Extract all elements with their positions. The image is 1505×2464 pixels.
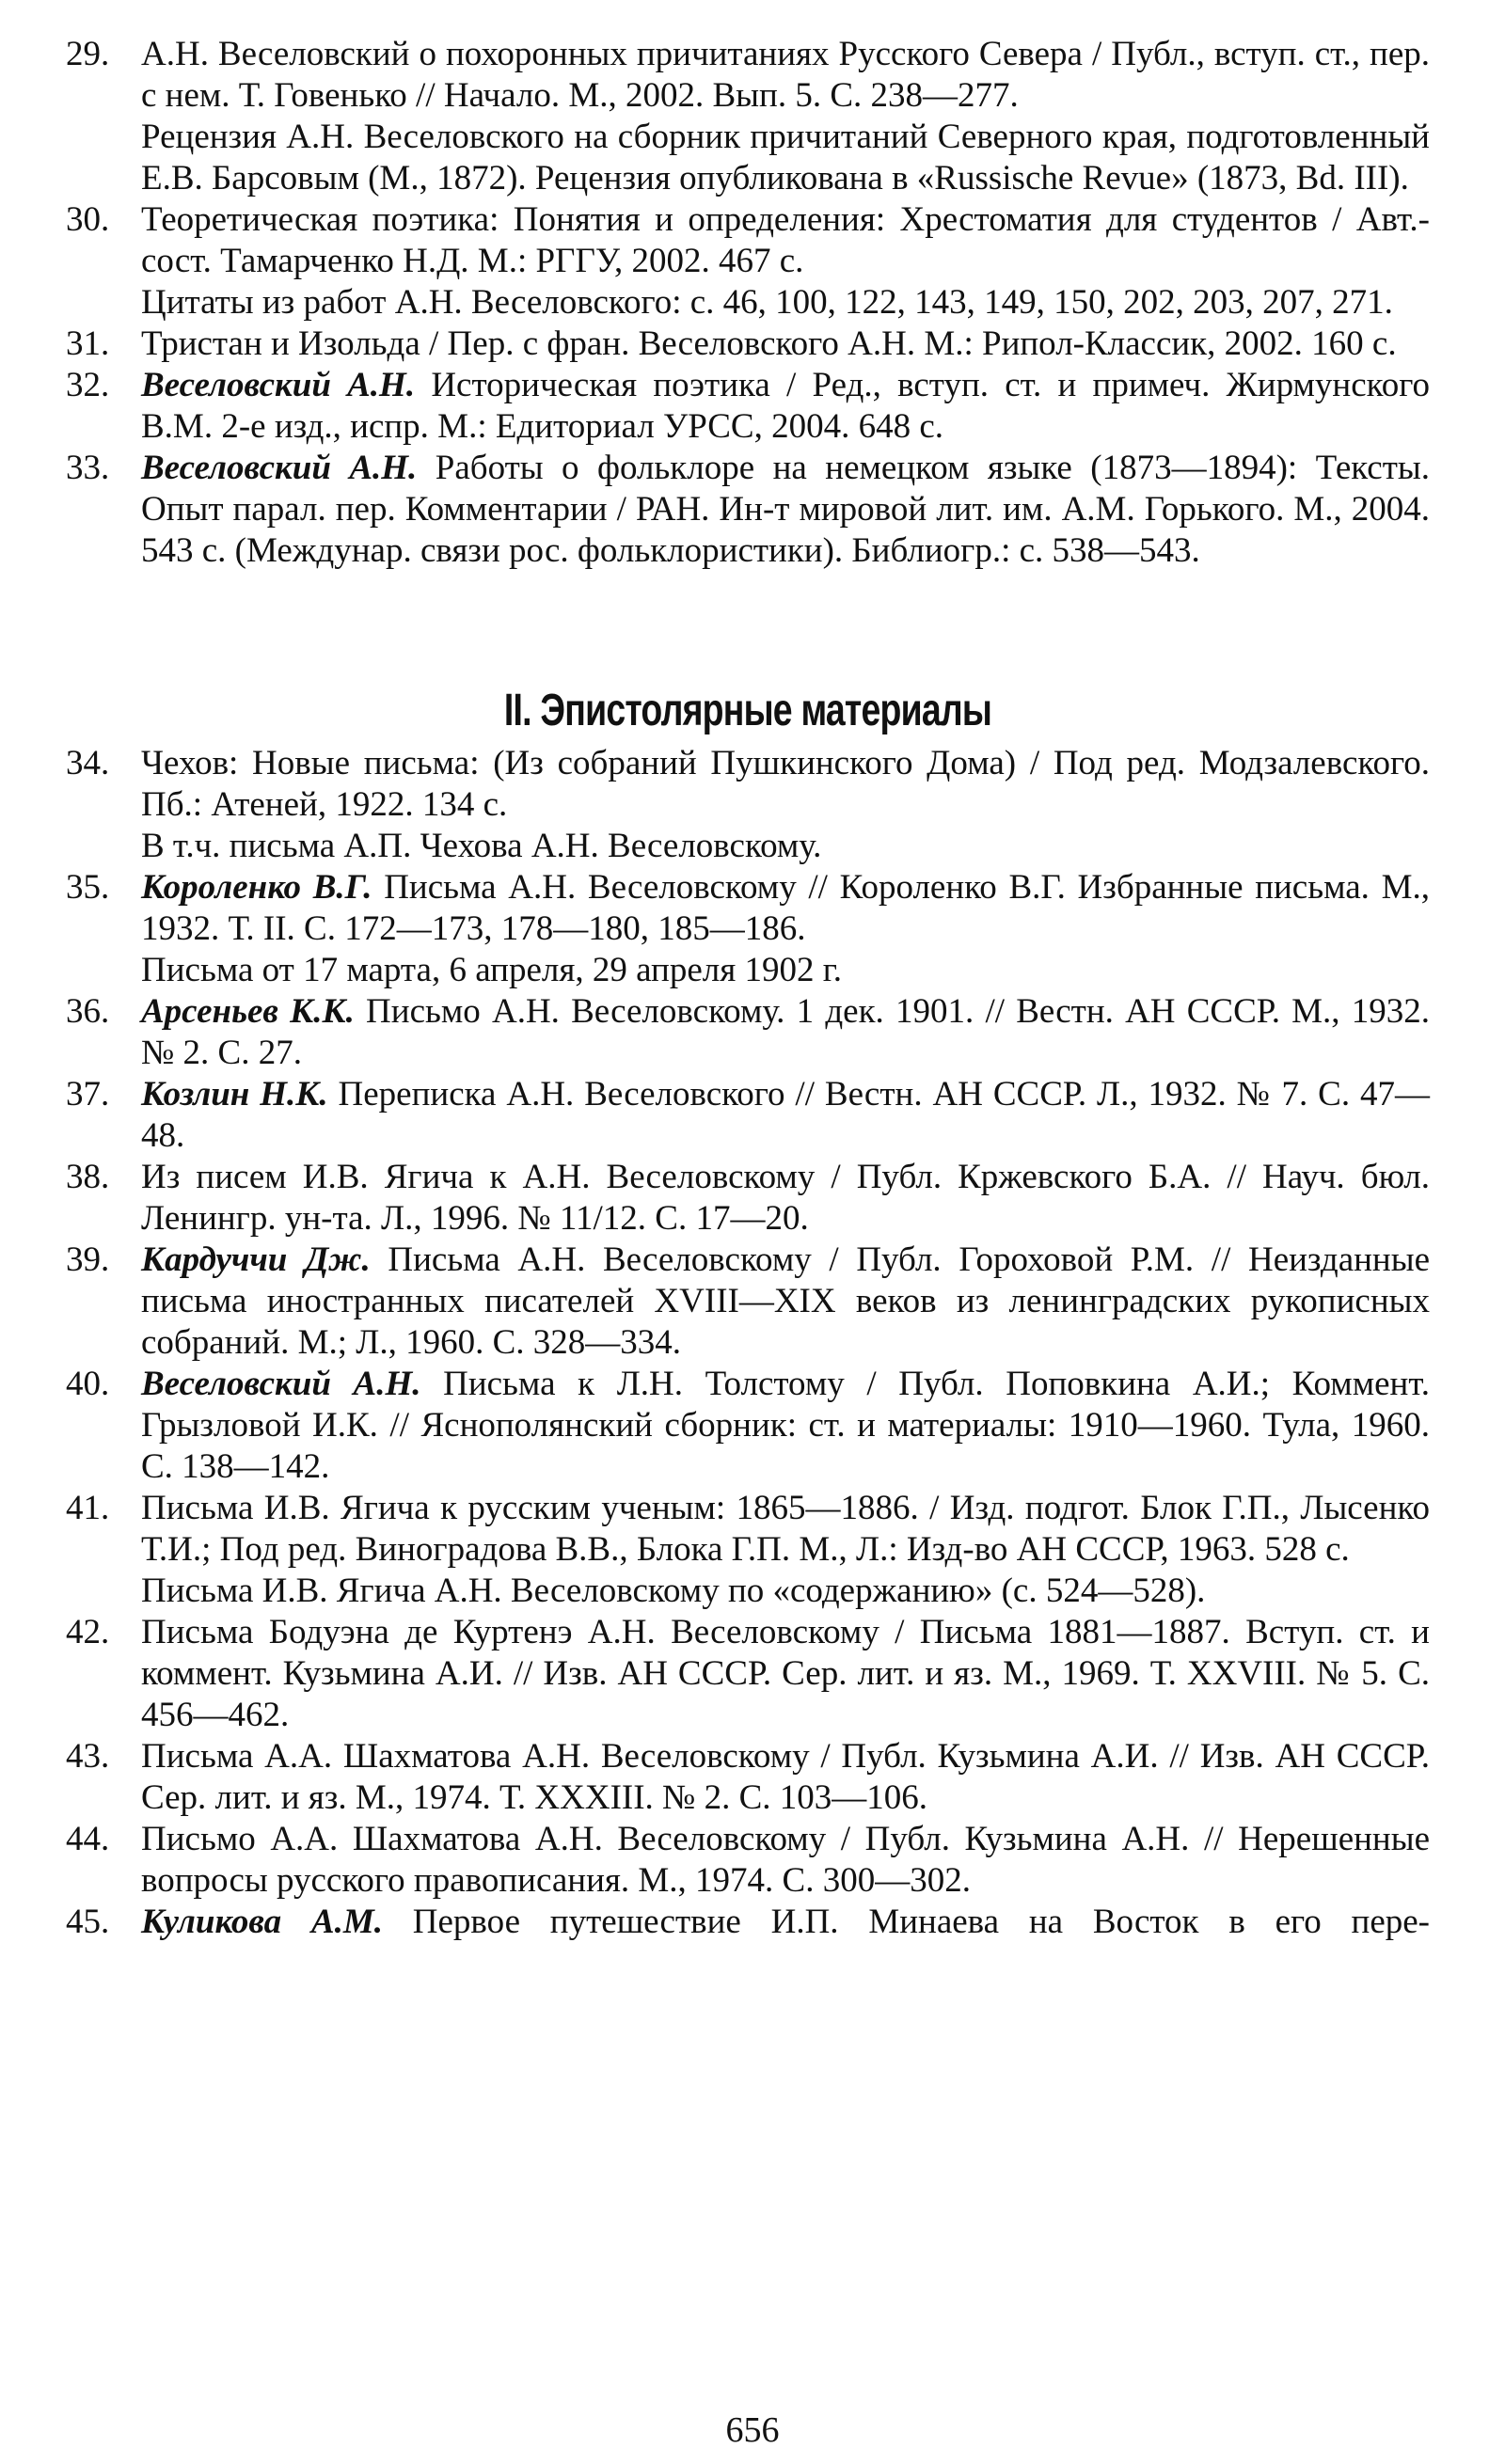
entry-body	[141, 1736, 1430, 1819]
entry-body	[141, 365, 1430, 448]
entry-body	[141, 1074, 1430, 1157]
entry-note: В т.ч. письма А.П. Чехова А.Н. Веселовскому.	[141, 827, 822, 865]
entry-author: Куликова А.М.	[141, 1903, 383, 1941]
bibliography-entry	[66, 1240, 1430, 1364]
entry-body	[141, 1488, 1430, 1612]
bibliography-list-top	[66, 34, 1430, 572]
entry-body	[141, 324, 1430, 365]
entry-number: 32.	[66, 366, 110, 404]
entry-body	[141, 199, 1430, 324]
entry-text: Из писем И.В. Ягича к А.Н. Веселовскому / Публ. Кржевского Б.А. // Науч. бюл. Ленингр. ун-та. Л., 1996. № 11/12. С. 17—20.	[141, 1158, 1430, 1238]
entry-author: Короленко В.Г.	[141, 868, 372, 907]
entry-number: 30.	[66, 200, 110, 239]
entry-number: 36.	[66, 992, 110, 1031]
entry-author: Козлин Н.К.	[141, 1075, 328, 1114]
entry-number: 34.	[66, 744, 110, 782]
bibliography-entry	[66, 1074, 1430, 1157]
bibliography-entry	[66, 34, 1430, 199]
page-number: 656	[725, 2410, 780, 2450]
entry-body	[141, 1364, 1430, 1488]
entry-number: 37.	[66, 1075, 110, 1114]
bibliography-entry	[66, 1736, 1430, 1819]
entry-number: 40.	[66, 1365, 110, 1403]
entry-text: Первое путешествие И.П. Минаева на Восток в его пере-	[412, 1903, 1430, 1941]
entry-body	[141, 991, 1430, 1074]
entry-author: Кардуччи Дж.	[141, 1240, 371, 1279]
entry-body	[141, 743, 1430, 867]
entry-author: Арсеньев К.К.	[141, 992, 355, 1031]
bibliography-list-bottom	[66, 743, 1430, 1943]
entry-text: Письмо А.Н. Веселовскому. 1 дек. 1901. // Вестн. АН СССР. М., 1932. № 2. С. 27.	[141, 992, 1431, 1072]
bibliography-entry	[66, 1157, 1430, 1240]
entry-body	[141, 867, 1430, 991]
bibliography-entry	[66, 1364, 1430, 1488]
bibliography-entry	[66, 365, 1430, 448]
entry-body	[141, 1157, 1430, 1240]
bibliography-entry	[66, 1612, 1430, 1736]
entry-note: Письма от 17 марта, 6 апреля, 29 апреля 1902 г.	[141, 951, 843, 989]
entry-number: 45.	[66, 1903, 110, 1941]
section-heading: II. Эпистолярные материалы	[503, 686, 992, 735]
bibliography-entry	[66, 1902, 1430, 1943]
entry-text: Теоретическая поэтика: Понятия и определения: Хрестоматия для студентов / Авт.-сост. Тамарченко Н.Д. М.: РГГУ, 2002. 467 с.	[141, 200, 1430, 280]
entry-text: А.Н. Веселовский о похоронных причитаниях Русского Севера / Публ., вступ. ст., пер. с нем. Т. Говенько // Начало. М., 2002. Вып. 5. С. 238—277.	[141, 35, 1430, 115]
entry-number: 39.	[66, 1240, 110, 1279]
bibliography-entry	[66, 1488, 1430, 1612]
entry-number: 29.	[66, 35, 110, 73]
entry-body	[141, 448, 1430, 572]
entry-number: 31.	[66, 324, 110, 363]
entry-note: Цитаты из работ А.Н. Веселовского: с. 46, 100, 122, 143, 149, 150, 202, 203, 207, 271.	[141, 283, 1393, 322]
entry-number: 38.	[66, 1158, 110, 1196]
bibliography-entry	[66, 448, 1430, 572]
entry-author: Веселовский А.Н.	[141, 366, 416, 404]
entry-text: Письма И.В. Ягича к русским ученым: 1865—1886. / Изд. подгот. Блок Г.П., Лысенко Т.И.; Под ред. Виноградова В.В., Блока Г.П. М., Л.: Изд-во АН СССР, 1963. 528 с.	[141, 1489, 1430, 1569]
bibliography-entry	[66, 743, 1430, 867]
entry-text: Письма Бодуэна де Куртенэ А.Н. Веселовскому / Письма 1881—1887. Вступ. ст. и коммент. Кузьмина А.И. // Изв. АН СССР. Сер. лит. и яз. М., 1969. Т. XXVIII. № 5. С. 456—462.	[141, 1613, 1430, 1734]
entry-number: 33.	[66, 449, 110, 487]
entry-body	[141, 1819, 1430, 1902]
entry-text: Тристан и Изольда / Пер. с фран. Веселовского А.Н. М.: Рипол-Классик, 2002. 160 с.	[141, 324, 1397, 363]
bibliography-entry	[66, 199, 1430, 324]
bibliography-entry	[66, 867, 1430, 991]
entry-text: Письмо А.А. Шахматова А.Н. Веселовскому / Публ. Кузьмина А.Н. // Нерешенные вопросы русского правописания. М., 1974. С. 300—302.	[141, 1820, 1430, 1900]
entry-text: Письма к Л.Н. Толстому / Публ. Поповкина А.И.; Коммент. Грызловой И.К. // Яснополянский сборник: ст. и материалы: 1910—1960. Тула, 1960. С. 138—142.	[141, 1365, 1430, 1486]
entry-note: Письма И.В. Ягича А.Н. Веселовскому по «содержанию» (с. 524—528).	[141, 1572, 1206, 1610]
entry-author: Веселовский А.Н.	[141, 449, 418, 487]
entry-body	[141, 1612, 1430, 1736]
entry-number: 44.	[66, 1820, 110, 1858]
entry-body	[141, 1902, 1430, 1943]
entry-text: Работы о фольклоре на немецком языке (1873—1894): Тексты. Опыт парал. пер. Комментарии / РАН. Ин-т мировой лит. им. А.М. Горького. М., 2004. 543 с. (Междунар. связи рос. фольклористики). Библиогр.: с. 538—543.	[141, 449, 1430, 570]
entry-author: Веселовский А.Н.	[141, 1365, 421, 1403]
entry-number: 41.	[66, 1489, 110, 1527]
entry-text: Переписка А.Н. Веселовского // Вестн. АН СССР. Л., 1932. № 7. С. 47—48.	[141, 1075, 1431, 1155]
entry-text: Письма А.Н. Веселовскому / Публ. Гороховой Р.М. // Неизданные письма иностранных писателей XVIII—XIX веков из ленинградских рукописных собраний. М.; Л., 1960. С. 328—334.	[141, 1240, 1431, 1362]
entry-number: 43.	[66, 1737, 110, 1776]
entry-text: Письма А.А. Шахматова А.Н. Веселовскому / Публ. Кузьмина А.И. // Изв. АН СССР. Сер. лит. и яз. М., 1974. Т. XXXIII. № 2. С. 103—106.	[141, 1737, 1430, 1817]
bibliography-entry	[66, 991, 1430, 1074]
entry-text: Историческая поэтика / Ред., вступ. ст. и примеч. Жирмунского В.М. 2-е изд., испр. М.: Едиториал УРСС, 2004. 648 с.	[141, 366, 1431, 446]
entry-note: Рецензия А.Н. Веселовского на сборник причитаний Северного края, подготовленный Е.В. Барсовым (М., 1872). Рецензия опубликована в «Russische Revue» (1873, Bd. III).	[141, 118, 1430, 197]
entry-text: Письма А.Н. Веселовскому // Короленко В.Г. Избранные письма. М., 1932. Т. II. С. 172—173, 178—180, 185—186.	[141, 868, 1431, 948]
entry-body	[141, 34, 1430, 199]
bibliography-entry	[66, 324, 1430, 365]
bibliography-entry	[66, 1819, 1430, 1902]
entry-body	[141, 1240, 1430, 1364]
entry-text: Чехов: Новые письма: (Из собраний Пушкинского Дома) / Под ред. Модзалевского. Пб.: Атеней, 1922. 134 с.	[141, 744, 1430, 824]
entry-number: 35.	[66, 868, 110, 907]
entry-number: 42.	[66, 1613, 110, 1651]
